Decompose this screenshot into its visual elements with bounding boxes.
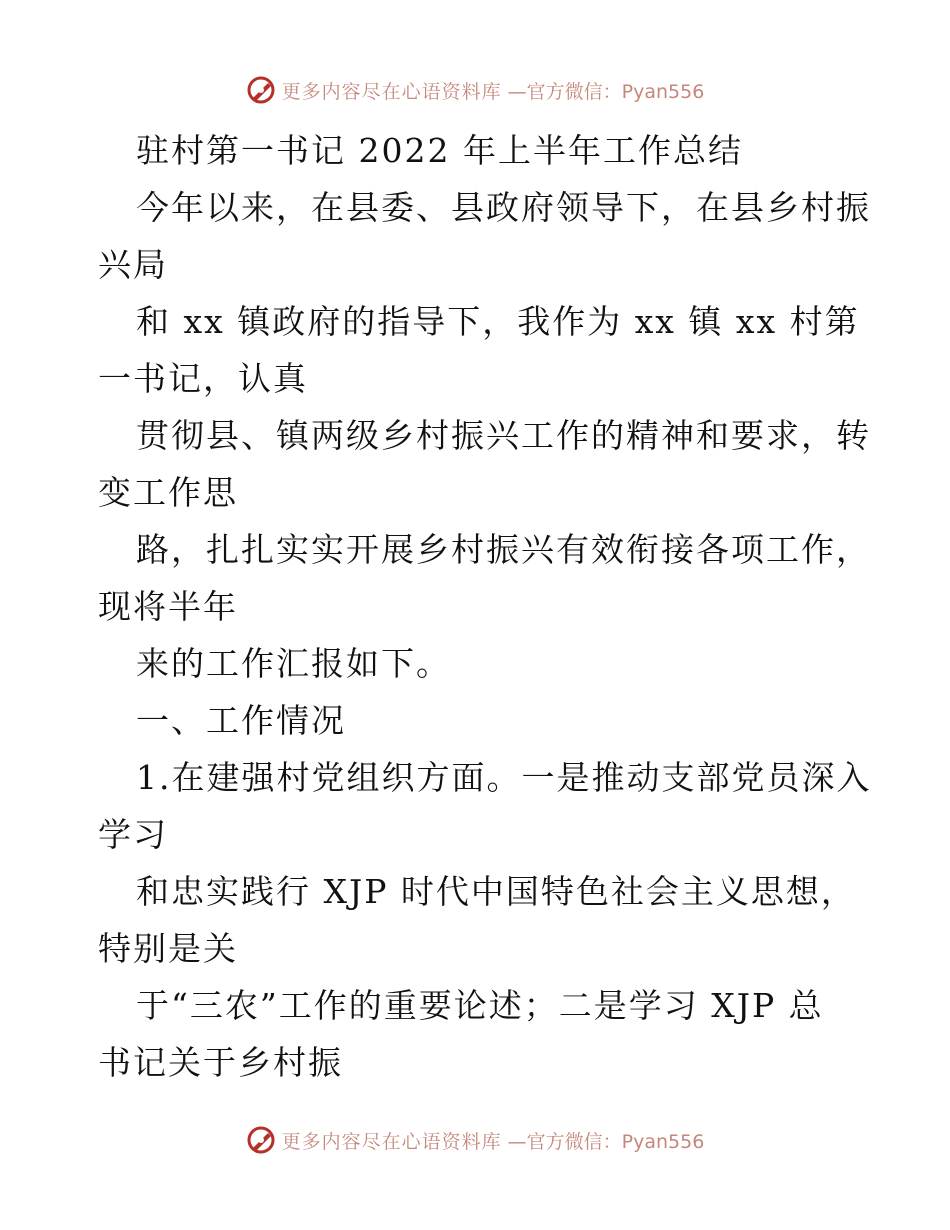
section-heading: 一、工作情况 [136, 701, 346, 740]
text-line: 现将半年 [98, 587, 238, 626]
text-line: 来的工作汇报如下。 [136, 644, 451, 683]
footer-banner-wechat: —官方微信：Pyan556 [507, 1130, 705, 1153]
text-line: 和忠实践行 XJP 时代中国特色社会主义思想， [136, 872, 856, 911]
document-title: 驻村第一书记 2022 年上半年工作总结 [136, 131, 743, 170]
header-banner [0, 70, 950, 110]
header-banner-text: 更多内容尽在心语资料库 [281, 80, 502, 103]
text-line: 变工作思 [98, 473, 238, 512]
text-line: 路，扎扎实实开展乡村振兴有效衔接各项工作， [136, 530, 871, 569]
pen-logo-icon [246, 75, 276, 105]
header-banner-wechat: —官方微信：Pyan556 [507, 80, 705, 103]
text-line: 于“三农”工作的重要论述；二是学习 XJP 总 [136, 986, 824, 1025]
pen-logo-icon [246, 1125, 276, 1155]
footer-banner [0, 1120, 950, 1160]
text-line: 兴局 [98, 245, 168, 284]
text-line: 和 xx 镇政府的指导下，我作为 xx 镇 xx 村第 [136, 302, 860, 341]
footer-banner-text: 更多内容尽在心语资料库 [281, 1130, 502, 1153]
text-line: 书记关于乡村振 [98, 1043, 343, 1082]
text-line: 今年以来，在县委、县政府领导下，在县乡村振 [136, 188, 871, 227]
document-body [98, 122, 872, 1091]
text-line: 学习 [98, 815, 168, 854]
text-line: 一书记，认真 [98, 359, 308, 398]
text-line: 贯彻县、镇两级乡村振兴工作的精神和要求，转 [136, 416, 871, 455]
text-line: 特别是关 [98, 929, 238, 968]
text-line: 1.在建强村党组织方面。一是推动支部党员深入 [136, 758, 872, 797]
